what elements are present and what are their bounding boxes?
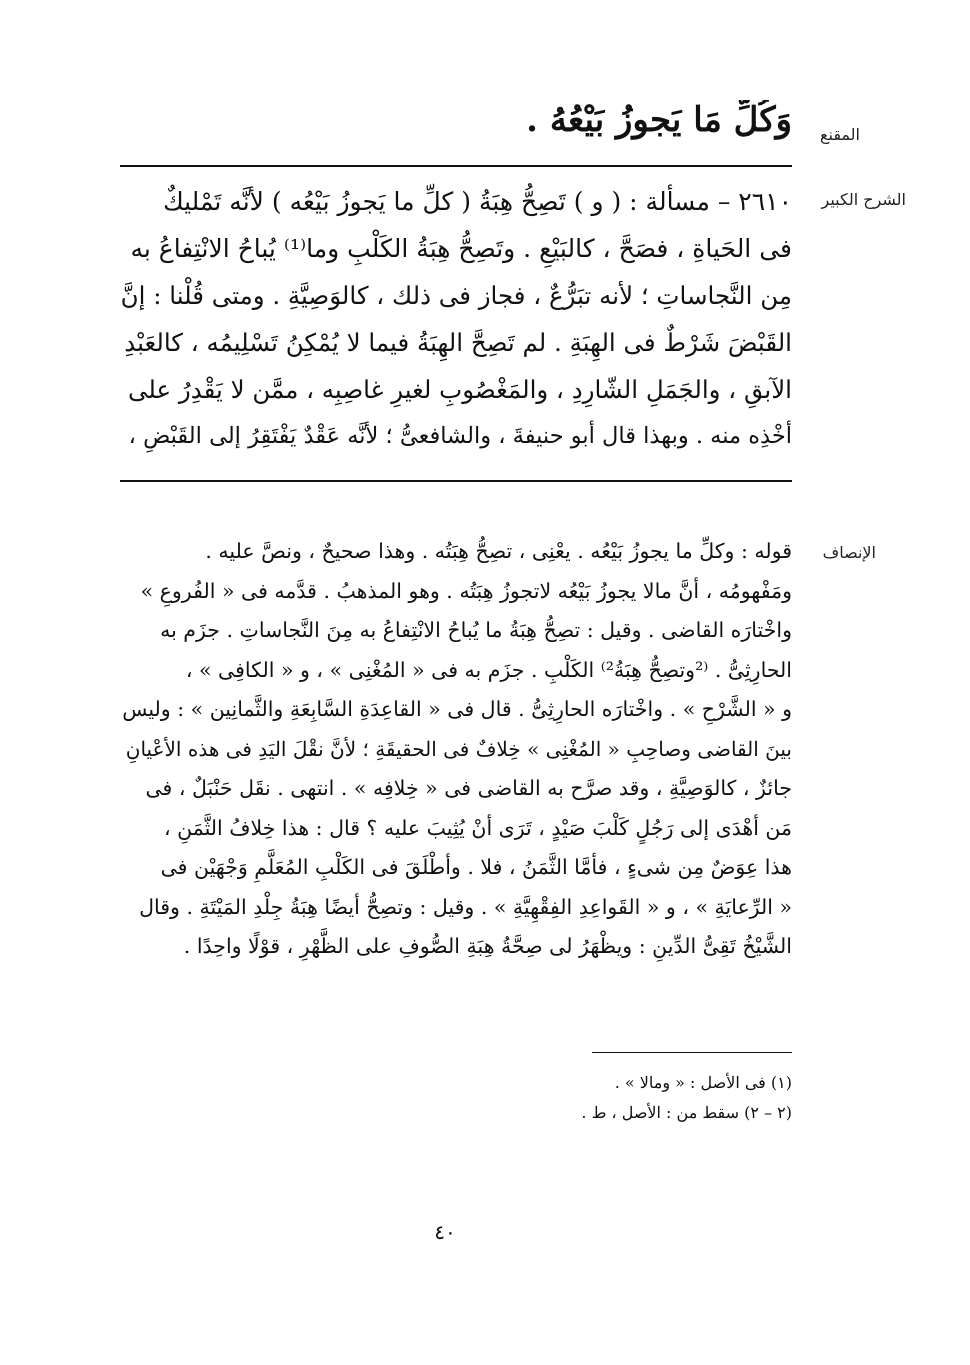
insaf-line: ومَفْهومُه ، أنَّ مالا يجوزُ بَيْعُه لاتجوزُ هِبَتُه . وهو المذهبُ . قدَّمه فى « الفُروعِ » [140, 578, 792, 603]
top-rule [120, 165, 792, 167]
footnotes-block [400, 1068, 792, 1128]
sharh-line: مِن النَّجاساتِ ؛ لأنه تبَرُّعٌ ، فجاز فى ذلك ، كالوَصِيَّةِ . ومتى قُلْنا : إنَّ [120, 281, 792, 310]
sharh-text-block [118, 178, 792, 460]
insaf-line: الشَّيْخُ تَقِىُّ الدِّينِ : ويظْهَرُ لى صِحَّةُ هِبَةِ الصُّوفِ على الظَّهْرِ ، قوْلًا واحِدًا . [183, 934, 792, 958]
insaf-text-block [120, 532, 792, 967]
insaf-line: جائزٌ ، كالوَصِيَّةِ ، وقد صرَّح به القاضى فى « خِلافِه » . انتهى . نقَل حَنْبَلٌ ، فى [145, 776, 792, 800]
sharh-line: القَبْضَ شَرْطٌ فى الهِبَةِ . لم تَصِحَّ الهِبَةُ فيما لا يُمْكِنُ تَسْلِيمُه ، كالعَبْدِ [124, 328, 792, 357]
insaf-line: هذا عِوَضٌ مِن شىءٍ ، فأمَّا الثَّمَنُ ، فلا . وأطْلَقَ فى الكَلْبِ المُعَلَّمِ وَجْهَيْن فى [160, 855, 792, 879]
insaf-line: قوله : وكلِّ ما يجوزُ بَيْعُه . يعْنِى ، تصِحُّ هِبَتُه . وهذا صحيحٌ ، ونصَّ عليه . [205, 539, 792, 563]
middle-rule [120, 480, 792, 482]
muqni-label: المقنع [819, 125, 860, 144]
insaf-line: « الرِّعايَةِ » ، و « القَواعِدِ الفِقْهِيَّةِ » . وقيل : وتصِحُّ أيضًا هِبَةُ جِلْدِ المَيْتَةِ . وقال [139, 894, 792, 919]
insaf-label: الإنصاف [822, 543, 876, 562]
insaf-line: بينَ القاضى وصاحِبِ « المُغْنِى » خِلافٌ فى الحقيقَةِ ؛ لأنَّ نقْلَ اليَدِ فى هذه الأعْيانِ [125, 736, 792, 761]
insaf-line: مَن أهْدَى إلى رَجُلٍ كَلْبَ صَيْدٍ ، تَرَى أنْ يُثِيبَ عليه ؟ قال : هذا خِلافُ الثَّمَنِ ، [163, 815, 792, 840]
sharh-line: أخْذِه منه . وبهذا قال أبو حنيفةَ ، والشافعىُّ ؛ لأنَّه عَقْدٌ يَفْتَقِرُ إلى القَبْضِ ، [128, 423, 792, 449]
footnote-1: (١) فى الأصل : « ومالا » . [614, 1073, 792, 1092]
footnote-rule [592, 1052, 792, 1053]
insaf-line: واخْتارَه القاضى . وقيل : تصِحُّ هِبَةُ ما يُباحُ الانْتِفاعُ به مِنَ النَّجاساتِ . جزَم به [160, 618, 792, 642]
sharh-line: فى الحَياةِ ، فصَحَّ ، كالبَيْعِ . وتَصِحُّ هِبَةُ الكَلْبِ وما⁽¹⁾ يُباحُ الانْتِفاعُ به [130, 234, 792, 263]
muqni-text: وَكُلِّ مَا يَجوزُ بَيْعُهُ . [526, 100, 792, 140]
insaf-line: الحارِثِىُّ . ⁽²وتصِحُّ هِبَةُ²⁾ الكَلْبِ . جزَم به فى « المُغْنِى » ، و « الكافِى » ، [185, 657, 792, 682]
footnote-2: (٢ – ٢) سقط من : الأصل ، ط . [581, 1103, 792, 1122]
sharh-label: الشرح الكبير [821, 190, 906, 209]
sharh-line: ٢٦١٠ – مسألة : ( و ) تَصِحُّ هِبَةُ ( كلِّ ما يَجوزُ بَيْعُه ) لأنَّه تَمْليكٌ [163, 187, 792, 216]
muqni-text-block [120, 100, 792, 140]
sharh-line: الآبقِ ، والجَمَلِ الشّارِدِ ، والمَغْصُوبِ لغيرِ غاصِبِه ، ممَّن لا يَقْدِرُ على [127, 375, 792, 404]
page-number: ٤٠ [434, 1220, 456, 1244]
insaf-line: و « الشَّرْحِ » . واخْتارَه الحارِثِىُّ . قال فى « القاعِدَةِ السَّابِعَةِ والثَّمانِين » : وليس [122, 697, 792, 721]
